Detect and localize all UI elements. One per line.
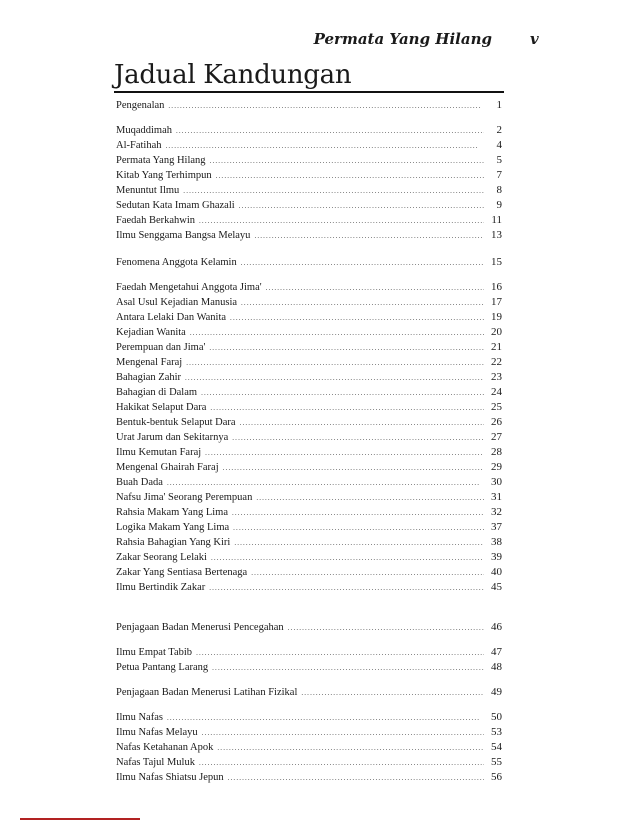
dot-leader <box>183 184 484 198</box>
toc-entry-label: Penjagaan Badan Menerusi Latihan Fizikal <box>116 687 298 698</box>
toc-entry-label: Mengenal Faraj <box>116 357 183 368</box>
toc-entry-page-number: 22 <box>491 356 502 368</box>
dot-leader <box>168 99 484 113</box>
toc-entry-label: Buah Dada <box>116 477 163 488</box>
dot-leader <box>199 756 484 770</box>
toc-entry-label: Asal Usul Kejadian Manusia <box>116 297 238 308</box>
toc-entry-page-number: 45 <box>491 581 502 593</box>
toc-entry-page-number: 21 <box>491 341 502 353</box>
dot-leader <box>167 711 484 725</box>
toc-entry <box>116 535 502 549</box>
toc-entry-page-number: 48 <box>491 661 502 673</box>
toc-entry-page-number: 11 <box>491 214 502 226</box>
dot-leader <box>256 491 484 505</box>
dot-leader <box>232 431 484 445</box>
dot-leader <box>210 401 484 415</box>
toc-entry <box>116 725 502 739</box>
toc-entry-label: Mengenal Ghairah Faraj <box>116 462 219 473</box>
toc-entry-label: Faedah Berkahwin <box>116 215 196 226</box>
toc-entry <box>116 213 502 227</box>
toc-entry-page-number: 24 <box>491 386 502 398</box>
toc-entry-page-number: 55 <box>491 756 502 768</box>
dot-leader <box>241 256 484 270</box>
toc-entry-label: Ilmu Senggama Bangsa Melayu <box>116 230 251 241</box>
toc-entry <box>116 138 502 152</box>
toc-entry-page-number: 30 <box>491 476 502 488</box>
toc-entry-page-number: 2 <box>496 124 502 136</box>
toc-entry <box>116 310 502 324</box>
toc-entry-label: Antara Lelaki Dan Wanita <box>116 312 227 323</box>
toc-entry-label: Menuntut Ilmu <box>116 185 180 196</box>
toc-entry-page-number: 50 <box>491 711 502 723</box>
toc-entry <box>116 565 502 579</box>
toc-entry-page-number: 28 <box>491 446 502 458</box>
toc-entry-label: Bahagian Zahir <box>116 372 182 383</box>
toc-entry-page-number: 20 <box>491 326 502 338</box>
toc-entry-page-number: 9 <box>496 199 502 211</box>
toc-entry-page-number: 4 <box>496 139 502 151</box>
toc-entry <box>116 228 502 242</box>
toc-entry-page-number: 17 <box>491 296 502 308</box>
toc-entry-page-number: 29 <box>491 461 502 473</box>
toc-entry <box>116 385 502 399</box>
dot-leader <box>199 214 484 228</box>
toc-entry-page-number: 39 <box>491 551 502 563</box>
dot-leader <box>205 446 484 460</box>
dot-leader <box>185 371 484 385</box>
page-title: Jadual Kandungan <box>114 60 352 90</box>
toc-entry <box>116 183 502 197</box>
toc-entry <box>116 370 502 384</box>
toc-entry <box>116 755 502 769</box>
toc-entry-page-number: 8 <box>496 184 502 196</box>
dot-leader <box>239 199 484 213</box>
dot-leader <box>288 621 484 635</box>
running-head-title: Permata Yang Hilang <box>313 30 492 48</box>
toc-entry <box>116 770 502 784</box>
toc-entry <box>116 550 502 564</box>
toc-entry <box>116 430 502 444</box>
bottom-divider <box>20 818 140 820</box>
toc-entry <box>116 198 502 212</box>
toc-entry-label: Urat Jarum dan Sekitarnya <box>116 432 229 443</box>
toc-entry <box>116 255 502 269</box>
toc-entry-label: Ilmu Empat Tabib <box>116 647 193 658</box>
toc-entry-label: Ilmu Bertindik Zakar <box>116 582 206 593</box>
toc-entry <box>116 505 502 519</box>
toc-entry-page-number: 5 <box>496 154 502 166</box>
toc-entry <box>116 355 502 369</box>
dot-leader <box>209 581 484 595</box>
toc-entry <box>116 660 502 674</box>
toc-entry-label: Bahagian di Dalam <box>116 387 198 398</box>
toc-entry <box>116 460 502 474</box>
toc-entry-label: Petua Pantang Larang <box>116 662 209 673</box>
dot-leader <box>251 566 484 580</box>
toc-entry-label: Nafas Ketahanan Apok <box>116 742 214 753</box>
toc-entry <box>116 520 502 534</box>
toc-entry <box>116 280 502 294</box>
toc-entry-page-number: 32 <box>491 506 502 518</box>
dot-leader <box>230 311 484 325</box>
toc-entry-page-number: 1 <box>496 99 502 111</box>
toc-entry <box>116 415 502 429</box>
dot-leader <box>212 661 484 675</box>
dot-leader <box>216 169 484 183</box>
toc-entry-label: Zakar Seorang Lelaki <box>116 552 207 563</box>
toc-entry-label: Nafsu Jima' Seorang Perempuan <box>116 492 253 503</box>
dot-leader <box>301 686 484 700</box>
toc-entry-label: Ilmu Nafas Melayu <box>116 727 198 738</box>
toc-entry-label: Kejadian Wanita <box>116 327 186 338</box>
toc-entry-page-number: 26 <box>491 416 502 428</box>
toc-entry-label: Logika Makam Yang Lima <box>116 522 230 533</box>
running-head-page-number: v <box>530 30 539 48</box>
toc-entry-page-number: 38 <box>491 536 502 548</box>
dot-leader <box>167 476 484 490</box>
toc-entry-label: Nafas Tajul Muluk <box>116 757 195 768</box>
toc-entry-label: Penjagaan Badan Menerusi Pencegahan <box>116 622 284 633</box>
toc-entry <box>116 400 502 414</box>
toc-entry-page-number: 13 <box>491 229 502 241</box>
toc-entry-page-number: 16 <box>491 281 502 293</box>
dot-leader <box>190 326 484 340</box>
dot-leader <box>201 386 484 400</box>
toc-entry-label: Ilmu Nafas <box>116 712 163 723</box>
dot-leader <box>209 341 484 355</box>
toc-entry-page-number: 23 <box>491 371 502 383</box>
dot-leader <box>217 741 484 755</box>
dot-leader <box>228 771 484 785</box>
toc-entry-label: Muqaddimah <box>116 125 172 136</box>
table-of-contents <box>116 0 502 826</box>
toc-entry <box>116 153 502 167</box>
dot-leader <box>186 356 484 370</box>
toc-entry <box>116 710 502 724</box>
toc-entry-label: Pengenalan <box>116 100 165 111</box>
toc-entry-page-number: 53 <box>491 726 502 738</box>
toc-entry-page-number: 54 <box>491 741 502 753</box>
toc-entry <box>116 620 502 634</box>
toc-entry-label: Permata Yang Hilang <box>116 155 206 166</box>
toc-entry-label: Sedutan Kata Imam Ghazali <box>116 200 235 211</box>
toc-entry <box>116 645 502 659</box>
toc-entry-page-number: 7 <box>496 169 502 181</box>
toc-entry <box>116 325 502 339</box>
toc-entry-page-number: 27 <box>491 431 502 443</box>
toc-entry <box>116 475 502 489</box>
dot-leader <box>223 461 484 475</box>
toc-entry-label: Kitab Yang Terhimpun <box>116 170 212 181</box>
toc-entry <box>116 580 502 594</box>
toc-entry <box>116 168 502 182</box>
dot-leader <box>166 139 485 153</box>
toc-entry-page-number: 15 <box>491 256 502 268</box>
toc-entry-label: Zakar Yang Sentiasa Bertenaga <box>116 567 248 578</box>
dot-leader <box>234 536 484 550</box>
toc-entry-page-number: 19 <box>491 311 502 323</box>
toc-entry-page-number: 49 <box>491 686 502 698</box>
toc-entry <box>116 685 502 699</box>
toc-entry <box>116 340 502 354</box>
dot-leader <box>210 154 484 168</box>
toc-entry <box>116 295 502 309</box>
toc-entry-page-number: 37 <box>491 521 502 533</box>
toc-entry <box>116 445 502 459</box>
toc-entry-label: Bentuk-bentuk Selaput Dara <box>116 417 236 428</box>
toc-entry-label: Al-Fatihah <box>116 140 162 151</box>
toc-entry-page-number: 56 <box>491 771 502 783</box>
dot-leader <box>202 726 484 740</box>
toc-entry-label: Rahsia Bahagian Yang Kiri <box>116 537 231 548</box>
dot-leader <box>211 551 484 565</box>
toc-entry-label: Hakikat Selaput Dara <box>116 402 207 413</box>
dot-leader <box>241 296 484 310</box>
toc-entry <box>116 490 502 504</box>
toc-entry-label: Ilmu Kemutan Faraj <box>116 447 202 458</box>
toc-entry-page-number: 31 <box>491 491 502 503</box>
dot-leader <box>196 646 484 660</box>
toc-entry-page-number: 47 <box>491 646 502 658</box>
toc-entry-page-number: 46 <box>491 621 502 633</box>
toc-entry <box>116 740 502 754</box>
toc-entry-label: Ilmu Nafas Shiatsu Jepun <box>116 772 224 783</box>
toc-entry-label: Fenomena Anggota Kelamin <box>116 257 237 268</box>
toc-entry-label: Faedah Mengetahui Anggota Jima' <box>116 282 262 293</box>
toc-entry-page-number: 40 <box>491 566 502 578</box>
toc-entry-page-number: 25 <box>491 401 502 413</box>
dot-leader <box>232 506 484 520</box>
toc-entry <box>116 123 502 137</box>
dot-leader <box>254 229 484 243</box>
toc-entry-label: Perempuan dan Jima' <box>116 342 206 353</box>
dot-leader <box>266 281 484 295</box>
dot-leader <box>233 521 484 535</box>
dot-leader <box>240 416 484 430</box>
toc-entry-label: Rahsia Makam Yang Lima <box>116 507 228 518</box>
toc-entry <box>116 98 502 112</box>
dot-leader <box>176 124 484 138</box>
